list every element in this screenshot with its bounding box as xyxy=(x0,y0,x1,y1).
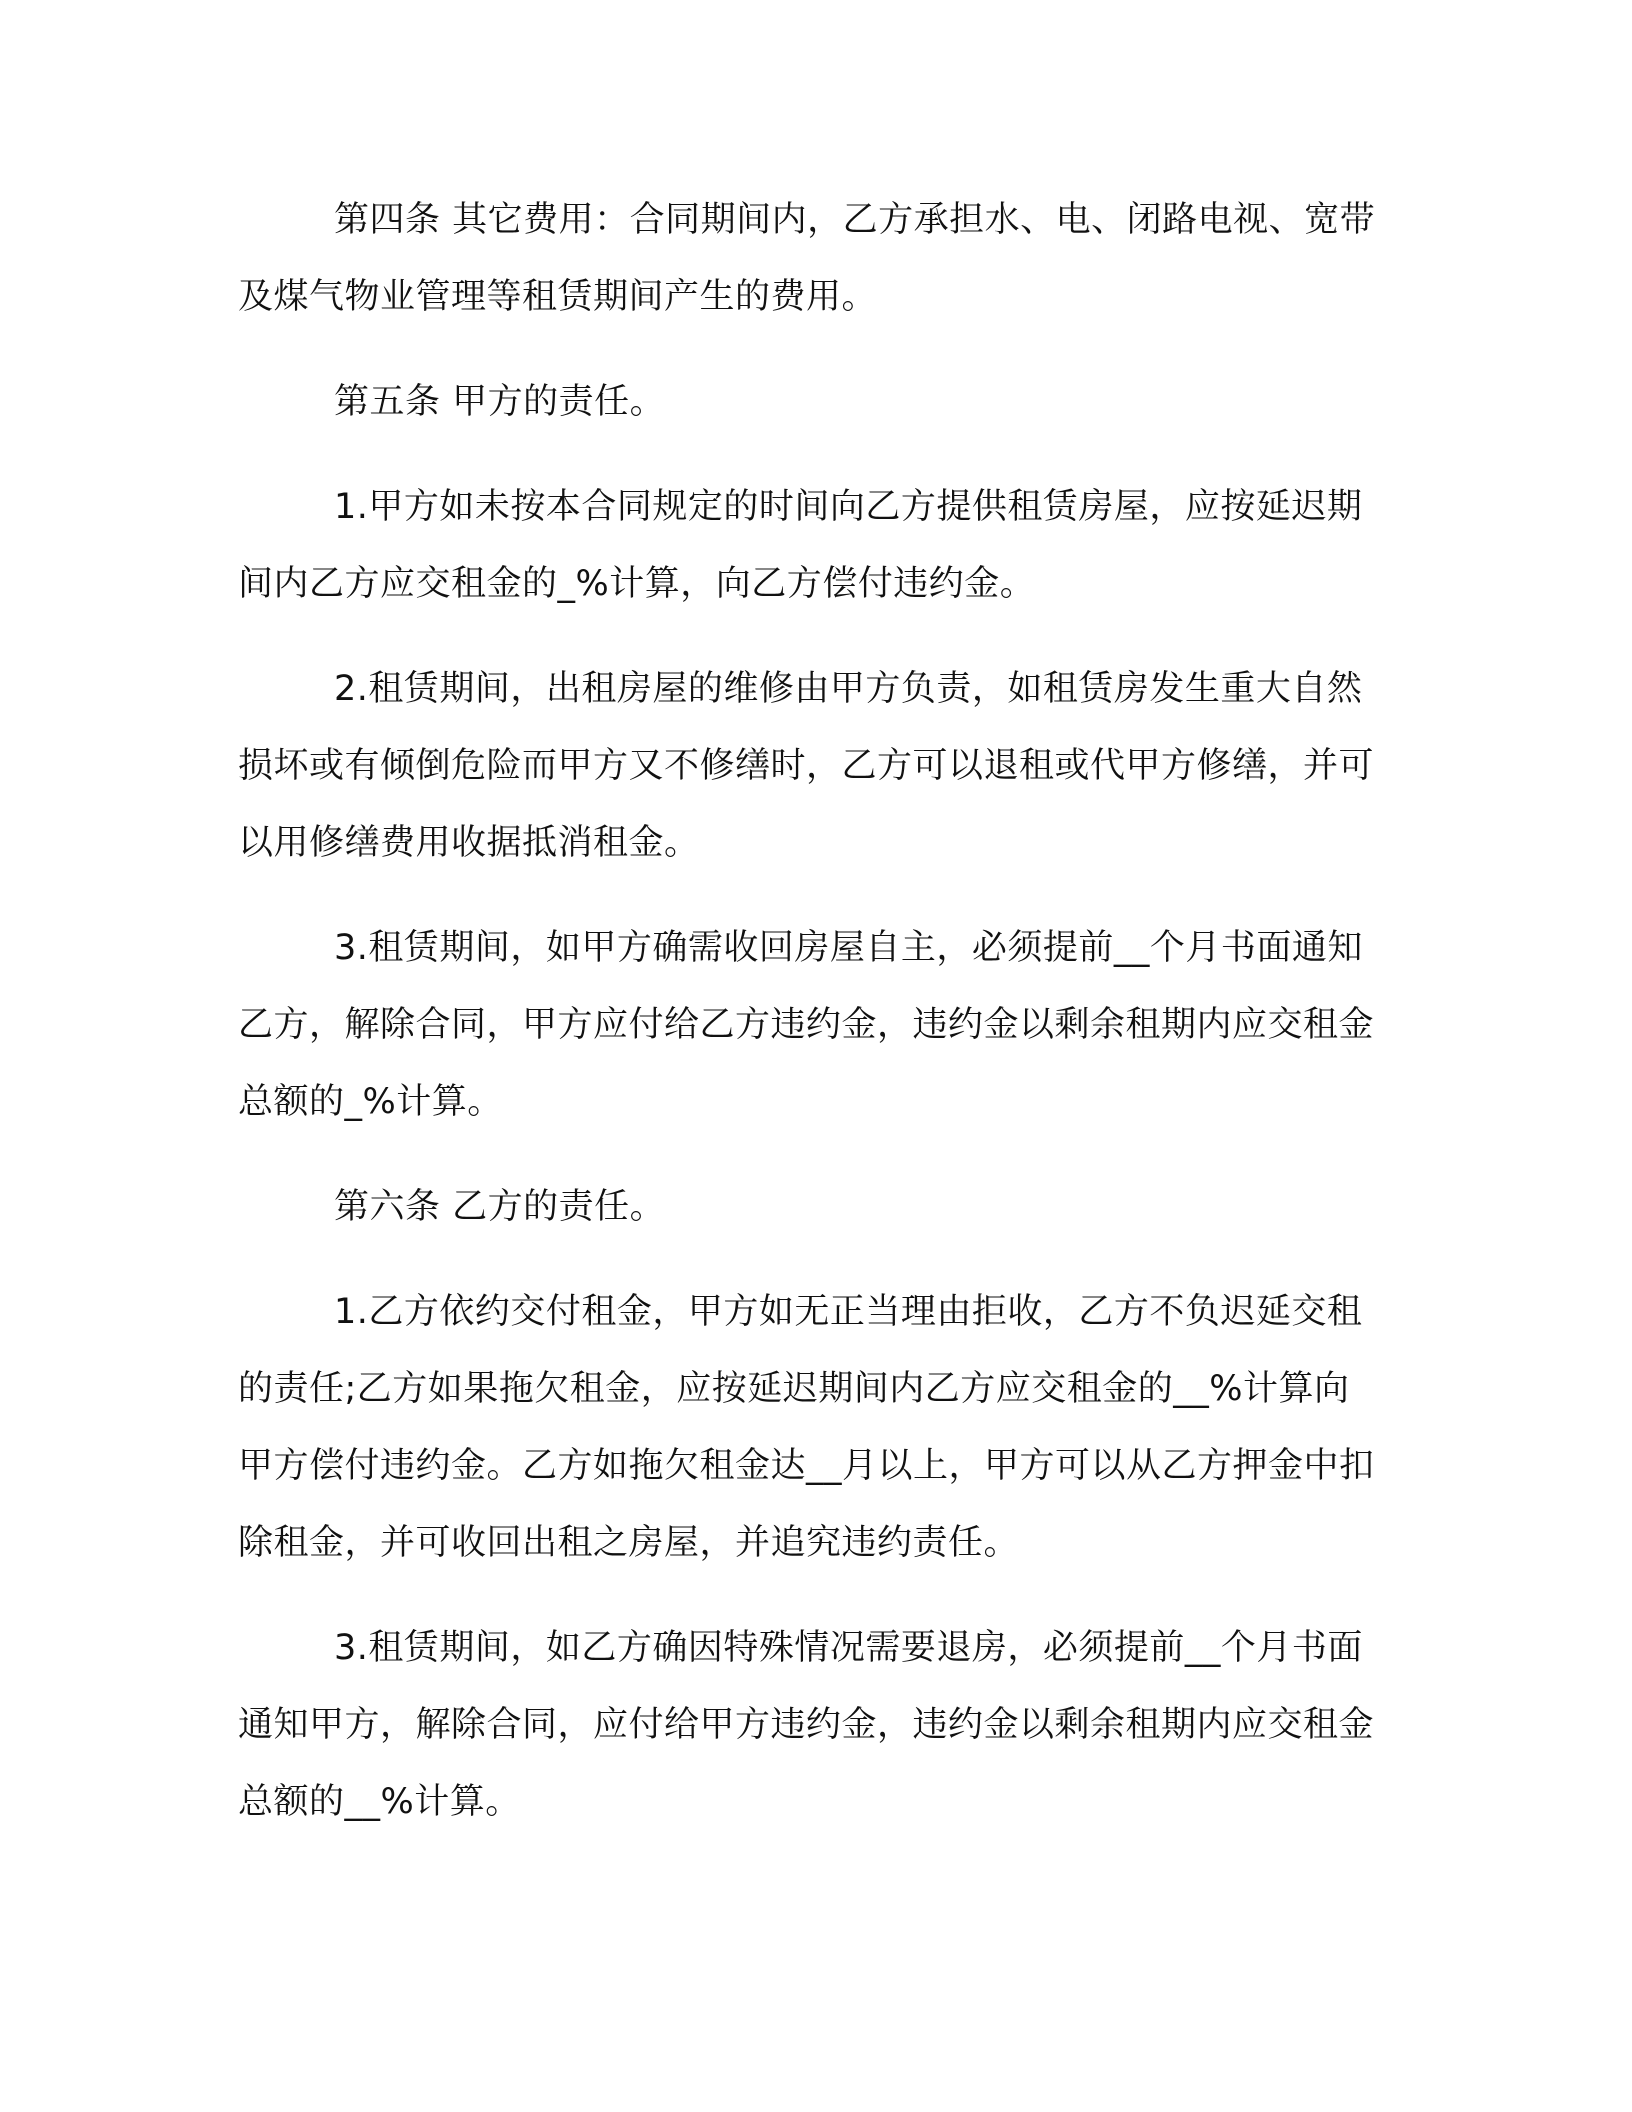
article-5-item-3: 3.租赁期间，如甲方确需收回房屋自主，必须提前__个月书面通知乙方，解除合同，甲方应付给乙方违约金，违约金以剩余租期内应交租金总额的_%计算。 xyxy=(238,928,1375,1122)
article-6-item-3: 3.租赁期间，如乙方确因特殊情况需要退房，必须提前__个月书面通知甲方，解除合同，应付给甲方违约金，违约金以剩余租期内应交租金总额的__%计算。 xyxy=(238,1628,1375,1822)
article-4-other-fees: 第四条 其它费用：合同期间内，乙方承担水、电、闭路电视、宽带及煤气物业管理等租赁期间产生的费用。 xyxy=(238,200,1376,317)
contract-body xyxy=(238,182,1382,1869)
article-5-item-2: 2.租赁期间，出租房屋的维修由甲方负责，如租赁房发生重大自然损坏或有倾倒危险而甲方又不修缮时，乙方可以退租或代甲方修缮，并可以用修缮费用收据抵消租金。 xyxy=(238,669,1375,863)
article-5-heading: 第五条 甲方的责任。 xyxy=(334,382,666,422)
article-6-heading: 第六条 乙方的责任。 xyxy=(334,1187,666,1227)
article-6-item-1: 1.乙方依约交付租金，甲方如无正当理由拒收，乙方不负迟延交租的责任;乙方如果拖欠租金，应按延迟期间内乙方应交租金的__%计算向甲方偿付违约金。乙方如拖欠租金达__月以上，甲方可以从乙方押金中扣除租金，并可收回出租之房屋，并追究违约责任。 xyxy=(238,1292,1375,1563)
article-5-item-1: 1.甲方如未按本合同规定的时间向乙方提供租赁房屋，应按延迟期间内乙方应交租金的_%计算，向乙方偿付违约金。 xyxy=(238,487,1363,604)
